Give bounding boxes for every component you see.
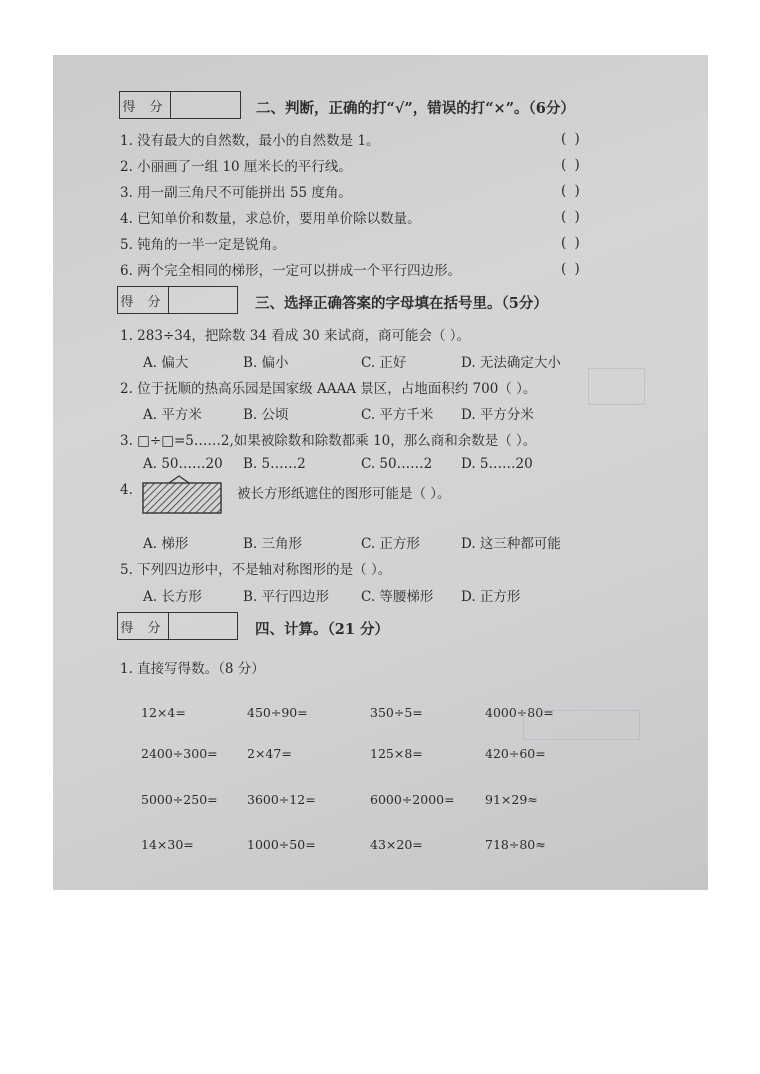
q4-option-b: B. 三角形 xyxy=(243,536,303,552)
q5-option-c: C. 等腰梯形 xyxy=(361,589,434,605)
q5-option-d: D. 正方形 xyxy=(461,589,521,605)
bleed-through-mark xyxy=(523,710,640,740)
score-box xyxy=(119,91,241,119)
answer-paren-1[interactable]: ( ) xyxy=(561,131,582,147)
choice-q4: 被长方形纸遮住的图形可能是（ ）。 xyxy=(237,486,451,502)
q3-option-b: B. 5……2 xyxy=(243,456,306,472)
choice-q2: 2. 位于抚顺的热高乐园是国家级 AAAA 景区，占地面积约 700（ ）。 xyxy=(120,381,537,397)
q1-option-c: C. 正好 xyxy=(361,355,407,371)
calc-item: 12×4= xyxy=(141,705,186,720)
choice-q1: 1. 283÷34，把除数 34 看成 30 来试商，商可能会（ ）。 xyxy=(120,328,470,344)
worksheet-photo xyxy=(53,55,708,890)
choice-q4-number: 4. xyxy=(120,482,133,498)
judge-item-3: 3. 用一副三角尺不可能拼出 55 度角。 xyxy=(120,185,352,201)
calc-item: 125×8= xyxy=(370,746,423,761)
calc-item: 43×20= xyxy=(370,837,423,852)
q5-option-a: A. 长方形 xyxy=(143,589,202,605)
q2-option-b: B. 公顷 xyxy=(243,407,289,423)
q3-option-c: C. 50……2 xyxy=(361,456,433,472)
choice-q5: 5. 下列四边形中，不是轴对称图形的是（ ）。 xyxy=(120,562,392,578)
calc-item: 350÷5= xyxy=(370,705,423,720)
judge-item-6: 6. 两个完全相同的梯形，一定可以拼成一个平行四边形。 xyxy=(120,263,462,279)
answer-paren-4[interactable]: ( ) xyxy=(561,209,582,225)
q4-option-c: C. 正方形 xyxy=(361,536,420,552)
q4-option-d: D. 这三种都可能 xyxy=(461,536,561,552)
answer-paren-5[interactable]: ( ) xyxy=(561,235,582,251)
judge-item-1: 1. 没有最大的自然数，最小的自然数是 1。 xyxy=(120,133,380,149)
calc-item: 450÷90= xyxy=(247,705,308,720)
q2-option-c: C. 平方千米 xyxy=(361,407,434,423)
section-2-title: 二、判断，正确的打“√”，错误的打“×”。（6分） xyxy=(256,100,575,117)
section-4-title: 四、计算。（21 分） xyxy=(255,621,389,638)
calc-item: 14×30= xyxy=(141,837,194,852)
calc-item: 3600÷12= xyxy=(247,792,316,807)
q2-option-d: D. 平方分米 xyxy=(461,407,534,423)
section-3-title: 三、选择正确答案的字母填在括号里。（5分） xyxy=(255,295,548,312)
q2-option-a: A. 平方米 xyxy=(143,407,202,423)
bleed-through-mark xyxy=(588,368,645,405)
choice-q3: 3. □÷□=5……2,如果被除数和除数都乘 10，那么商和余数是（ ）。 xyxy=(120,433,537,449)
calc-subtitle: 1. 直接写得数。（8 分） xyxy=(120,661,265,677)
q1-option-d: D. 无法确定大小 xyxy=(461,355,561,371)
answer-paren-2[interactable]: ( ) xyxy=(561,157,582,173)
calc-item: 6000÷2000= xyxy=(370,792,455,807)
calc-item: 2×47= xyxy=(247,746,292,761)
answer-paren-6[interactable]: ( ) xyxy=(561,261,582,277)
calc-item: 718÷80≈ xyxy=(485,837,546,852)
calc-item: 91×29≈ xyxy=(485,792,538,807)
score-label: 得 分 xyxy=(118,287,169,313)
score-value-cell xyxy=(171,92,240,118)
score-label: 得 分 xyxy=(118,613,169,639)
calc-item: 4000÷80= xyxy=(485,705,554,720)
covered-shape-figure xyxy=(141,475,223,515)
score-label: 得 分 xyxy=(120,92,171,118)
judge-item-5: 5. 钝角的一半一定是锐角。 xyxy=(120,237,286,253)
calc-item: 5000÷250= xyxy=(141,792,218,807)
q5-option-b: B. 平行四边形 xyxy=(243,589,330,605)
q4-option-a: A. 梯形 xyxy=(143,536,189,552)
q3-option-d: D. 5……20 xyxy=(461,456,533,472)
judge-item-4: 4. 已知单价和数量，求总价，要用单价除以数量。 xyxy=(120,211,421,227)
q1-option-a: A. 偏大 xyxy=(143,355,189,371)
judge-item-2: 2. 小丽画了一组 10 厘米长的平行线。 xyxy=(120,159,352,175)
score-box xyxy=(117,612,238,640)
q1-option-b: B. 偏小 xyxy=(243,355,289,371)
score-value-cell xyxy=(169,287,237,313)
q3-option-a: A. 50……20 xyxy=(143,456,223,472)
calc-item: 420÷60= xyxy=(485,746,546,761)
calc-item: 1000÷50= xyxy=(247,837,316,852)
answer-paren-3[interactable]: ( ) xyxy=(561,183,582,199)
calc-item: 2400÷300= xyxy=(141,746,218,761)
score-box xyxy=(117,286,238,314)
score-value-cell xyxy=(169,613,237,639)
